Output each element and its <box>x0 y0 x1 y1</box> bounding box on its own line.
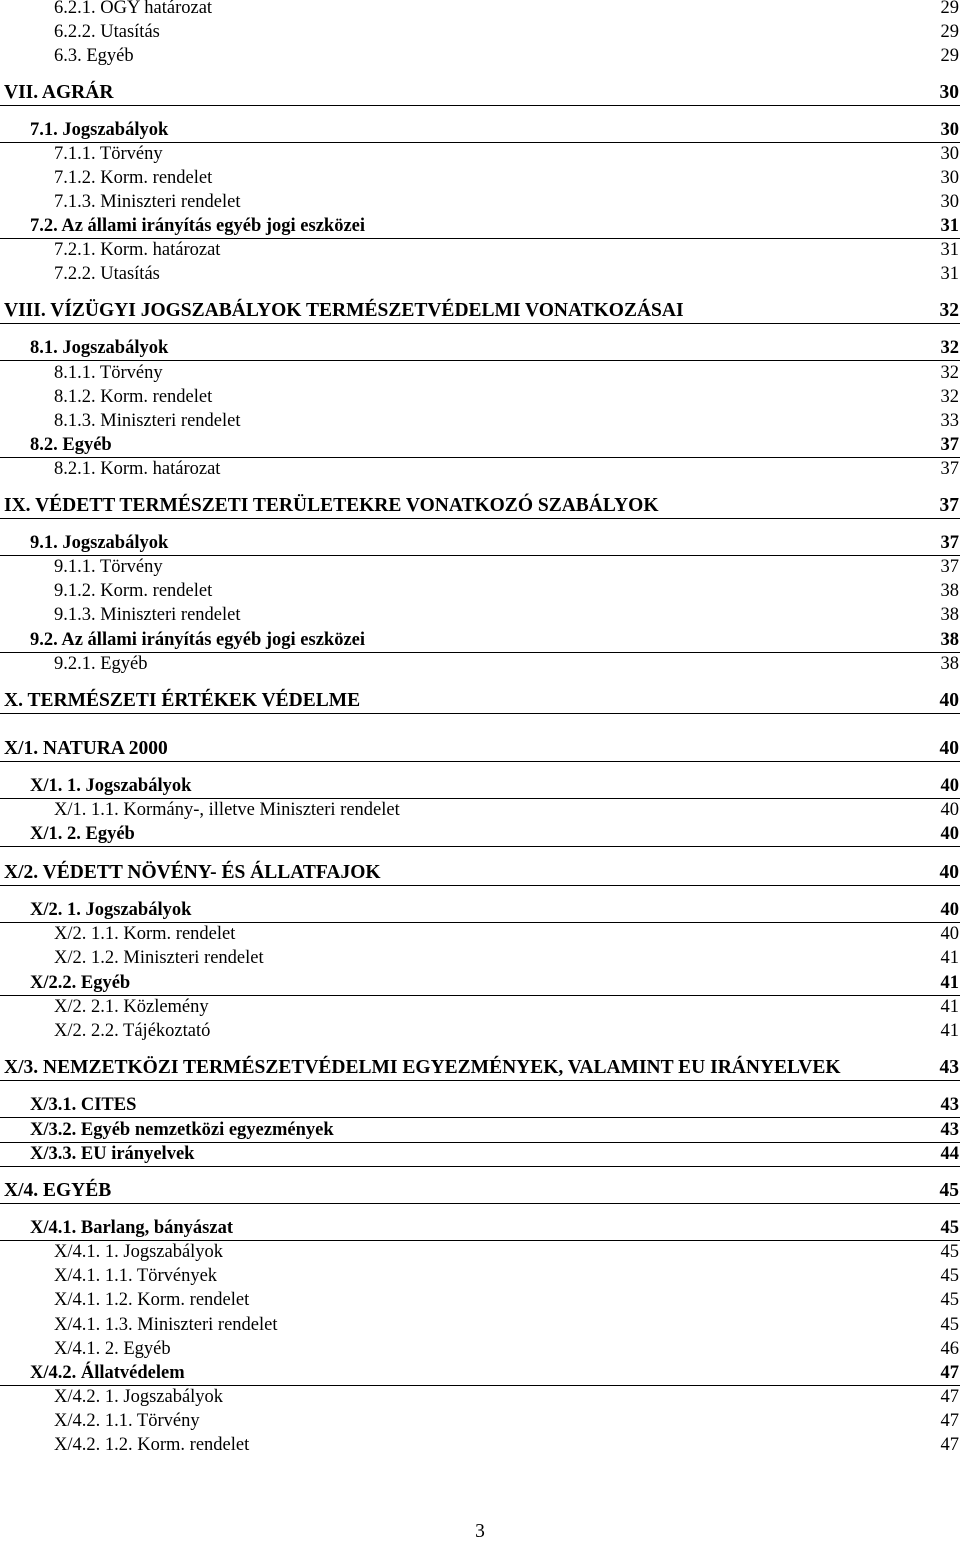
toc-entry-page: 47 <box>940 1435 959 1455</box>
toc-entry-page: 40 <box>939 690 959 711</box>
toc-entry-page: 47 <box>940 1387 959 1407</box>
toc-entry-label: 8.1.1. Törvény <box>54 363 163 383</box>
toc-entry-label: X/2. 2.1. Közlemény <box>54 997 209 1017</box>
toc-entry-page: 38 <box>940 630 959 650</box>
toc-entry-page: 40 <box>940 900 959 920</box>
toc-entry-label: X/2. 1.1. Korm. rendelet <box>54 924 236 944</box>
toc-entry[interactable] <box>0 995 960 1019</box>
toc-entry-label: 9.1.1. Törvény <box>54 557 163 577</box>
toc-entry[interactable] <box>0 1019 960 1043</box>
toc-entry[interactable] <box>0 946 960 970</box>
toc-entry[interactable] <box>0 1409 960 1433</box>
toc-entry-page: 30 <box>940 192 959 212</box>
toc-entry[interactable] <box>0 1433 960 1457</box>
toc-entry-label: 9.1.2. Korm. rendelet <box>54 581 213 601</box>
toc-entry[interactable] <box>0 166 960 190</box>
toc-entry-label: 7.2.2. Utasítás <box>54 264 160 284</box>
toc-entry-page: 40 <box>940 800 959 820</box>
toc-entry-page: 47 <box>940 1411 959 1431</box>
toc-entry[interactable] <box>0 494 960 519</box>
toc-entry-label: 6.2.2. Utasítás <box>54 22 160 42</box>
toc-entry-page: 47 <box>940 1363 959 1383</box>
toc-entry-label: X/4.2. Állatvédelem <box>30 1363 185 1383</box>
toc-entry[interactable] <box>0 1118 960 1143</box>
toc-entry-page: 37 <box>940 435 959 455</box>
toc-entry-label: 6.3. Egyéb <box>54 46 134 66</box>
toc-entry[interactable] <box>0 579 960 603</box>
toc-entry-page: 33 <box>940 411 959 431</box>
toc-entry[interactable] <box>0 1216 960 1241</box>
toc-entry-label: IX. VÉDETT TERMÉSZETI TERÜLETEKRE VONATKOZÓ SZABÁLYOK <box>4 495 659 516</box>
toc-entry[interactable] <box>0 898 960 923</box>
page-number: 3 <box>475 1521 485 1542</box>
toc-entry[interactable] <box>0 861 960 886</box>
toc-entry-page: 45 <box>940 1290 959 1310</box>
toc-entry-label: X/1. NATURA 2000 <box>4 738 168 759</box>
toc-entry[interactable] <box>0 555 960 579</box>
toc-entry[interactable] <box>0 81 960 106</box>
toc-entry-label: 8.1. Jogszabályok <box>30 338 169 358</box>
toc-entry-label: 7.2.1. Korm. határozat <box>54 240 221 260</box>
toc-entry-label: X/4.1. 1.3. Miniszteri rendelet <box>54 1315 278 1335</box>
toc-entry-label: X/1. 1. Jogszabályok <box>30 776 192 796</box>
toc-entry-label: X/4.1. 1.1. Törvények <box>54 1266 218 1286</box>
toc-entry[interactable] <box>0 409 960 433</box>
toc-entry-label: 8.2.1. Korm. határozat <box>54 459 221 479</box>
toc-entry[interactable] <box>0 1264 960 1288</box>
toc-entry[interactable] <box>0 142 960 166</box>
toc-entry[interactable] <box>0 385 960 409</box>
toc-entry-label: X/4.2. 1.2. Korm. rendelet <box>54 1435 250 1455</box>
toc-entry[interactable] <box>0 457 960 481</box>
toc-entry-label: X/2. 1. Jogszabályok <box>30 900 192 920</box>
toc-entry-label: VIII. VÍZÜGYI JOGSZABÁLYOK TERMÉSZETVÉDELMI VONATKOZÁSAI <box>4 300 684 321</box>
toc-entry[interactable] <box>0 20 960 44</box>
toc-entry-label: 8.1.3. Miniszteri rendelet <box>54 411 241 431</box>
toc-entry[interactable] <box>0 603 960 627</box>
toc-entry-page: 45 <box>940 1315 959 1335</box>
toc-entry-page: 32 <box>940 387 959 407</box>
toc-entry[interactable] <box>0 44 960 68</box>
toc-entry-page: 40 <box>940 924 959 944</box>
toc-entry[interactable] <box>0 336 960 361</box>
toc-entry-label: 8.1.2. Korm. rendelet <box>54 387 213 407</box>
toc-entry[interactable] <box>0 737 960 762</box>
toc-entry-label: 7.1. Jogszabályok <box>30 120 169 140</box>
toc-entry-label: 6.2.1. OGY határozat <box>54 0 213 18</box>
toc-entry-label: X/4.1. 2. Egyéb <box>54 1339 171 1359</box>
toc-entry-page: 37 <box>939 495 959 516</box>
toc-entry-page: 32 <box>940 338 959 358</box>
toc-entry-page: 43 <box>940 1095 959 1115</box>
toc-entry-label: X/4.1. Barlang, bányászat <box>30 1218 234 1238</box>
toc-entry-page: 45 <box>940 1242 959 1262</box>
toc-entry[interactable] <box>0 190 960 214</box>
toc-entry-page: 31 <box>940 216 959 236</box>
toc-entry-page: 37 <box>940 459 959 479</box>
toc-entry-page: 38 <box>940 654 959 674</box>
toc-entry-page: 29 <box>940 22 959 42</box>
toc-entry-page: 41 <box>940 948 959 968</box>
toc-entry-label: X/3.2. Egyéb nemzetközi egyezmények <box>30 1120 334 1140</box>
toc-entry[interactable] <box>0 971 960 996</box>
toc-entry[interactable] <box>0 1385 960 1409</box>
toc-entry-page: 29 <box>940 0 959 18</box>
toc-entry-label: 7.1.1. Törvény <box>54 144 163 164</box>
toc-entry[interactable] <box>0 433 960 458</box>
toc-entry[interactable] <box>0 214 960 239</box>
toc-entry-page: 44 <box>940 1144 959 1164</box>
toc-entry-page: 32 <box>940 363 959 383</box>
toc-entry-page: 32 <box>939 300 959 321</box>
toc-entry-page: 40 <box>940 824 959 844</box>
toc-entry-page: 31 <box>940 240 959 260</box>
toc-entry[interactable] <box>0 1288 960 1312</box>
toc-entry-label: 9.2.1. Egyéb <box>54 654 148 674</box>
toc-entry[interactable] <box>0 1093 960 1118</box>
toc-entry-label: 7.2. Az állami irányítás egyéb jogi eszközei <box>30 216 366 236</box>
toc-entry-label: X/4.2. 1. Jogszabályok <box>54 1387 224 1407</box>
toc-entry-label: VII. AGRÁR <box>4 82 114 103</box>
toc-entry[interactable] <box>0 1056 960 1081</box>
toc-entry[interactable] <box>0 118 960 143</box>
toc-entry[interactable] <box>0 822 960 847</box>
toc-entry-label: X/2. VÉDETT NÖVÉNY- ÉS ÁLLATFAJOK <box>4 862 381 883</box>
toc-entry-label: X/3. NEMZETKÖZI TERMÉSZETVÉDELMI EGYEZMÉNYEK, VALAMINT EU IRÁNYELVEK <box>4 1057 841 1078</box>
toc-entry[interactable] <box>0 238 960 262</box>
toc-entry-page: 30 <box>940 168 959 188</box>
toc-entry-label: X. TERMÉSZETI ÉRTÉKEK VÉDELME <box>4 690 361 711</box>
toc-entry[interactable] <box>0 1313 960 1337</box>
toc-entry-page: 41 <box>940 1021 959 1041</box>
toc-entry[interactable] <box>0 1240 960 1264</box>
toc-entry-page: 40 <box>939 862 959 883</box>
toc-entry[interactable] <box>0 1142 960 1167</box>
toc-entry-page: 30 <box>940 120 959 140</box>
toc-entry-label: X/2.2. Egyéb <box>30 973 131 993</box>
toc-entry-page: 29 <box>940 46 959 66</box>
toc-entry-label: X/4.2. 1.1. Törvény <box>54 1411 200 1431</box>
toc-entry-label: 9.1.3. Miniszteri rendelet <box>54 605 241 625</box>
toc-entry-label: X/4. EGYÉB <box>4 1180 112 1201</box>
toc-entry[interactable] <box>0 1337 960 1361</box>
toc-entry-label: X/4.1. 1.2. Korm. rendelet <box>54 1290 250 1310</box>
toc-entry-page: 31 <box>940 264 959 284</box>
toc-entry-label: X/2. 1.2. Miniszteri rendelet <box>54 948 264 968</box>
toc-entry-label: 9.1. Jogszabályok <box>30 533 169 553</box>
toc-entry[interactable] <box>0 299 960 324</box>
toc-entry-label: X/4.1. 1. Jogszabályok <box>54 1242 224 1262</box>
toc-entry-label: X/1. 2. Egyéb <box>30 824 135 844</box>
toc-entry-label: X/1. 1.1. Kormány-, illetve Miniszteri rendelet <box>54 800 400 820</box>
toc-entry[interactable] <box>0 922 960 946</box>
toc-entry-label: X/3.3. EU irányelvek <box>30 1144 195 1164</box>
toc-entry-page: 43 <box>940 1120 959 1140</box>
toc-entry[interactable] <box>0 689 960 714</box>
toc-entry[interactable] <box>0 0 960 20</box>
toc-entry-page: 45 <box>939 1180 959 1201</box>
toc-entry-page: 43 <box>939 1057 959 1078</box>
toc-entry-page: 30 <box>939 82 959 103</box>
toc-entry-label: 7.1.3. Miniszteri rendelet <box>54 192 241 212</box>
toc-entry-page: 41 <box>940 973 959 993</box>
toc-entry-page: 40 <box>940 776 959 796</box>
toc-entry-page: 40 <box>939 738 959 759</box>
toc-entry-page: 30 <box>940 144 959 164</box>
toc-entry-label: 8.2. Egyéb <box>30 435 112 455</box>
toc-entry-page: 46 <box>940 1339 959 1359</box>
toc-entry-page: 41 <box>940 997 959 1017</box>
toc-entry-label: 7.1.2. Korm. rendelet <box>54 168 213 188</box>
toc-entry[interactable] <box>0 1361 960 1386</box>
toc-entry-page: 38 <box>940 581 959 601</box>
toc-entry-page: 37 <box>940 533 959 553</box>
toc-entry-label: X/3.1. CITES <box>30 1095 137 1115</box>
toc-entry-label: 9.2. Az állami irányítás egyéb jogi eszközei <box>30 630 366 650</box>
toc-entry-page: 45 <box>940 1218 959 1238</box>
toc-entry-label: X/2. 2.2. Tájékoztató <box>54 1021 211 1041</box>
toc-entry[interactable] <box>0 262 960 286</box>
toc-entry[interactable] <box>0 1179 960 1204</box>
toc-entry[interactable] <box>0 361 960 385</box>
toc-entry-page: 38 <box>940 605 959 625</box>
toc-entry-page: 37 <box>940 557 959 577</box>
toc-entry[interactable] <box>0 531 960 556</box>
toc-entry-page: 45 <box>940 1266 959 1286</box>
toc-entry[interactable] <box>0 774 960 799</box>
toc-entry[interactable] <box>0 628 960 653</box>
toc-entry[interactable] <box>0 798 960 822</box>
toc-entry[interactable] <box>0 652 960 676</box>
